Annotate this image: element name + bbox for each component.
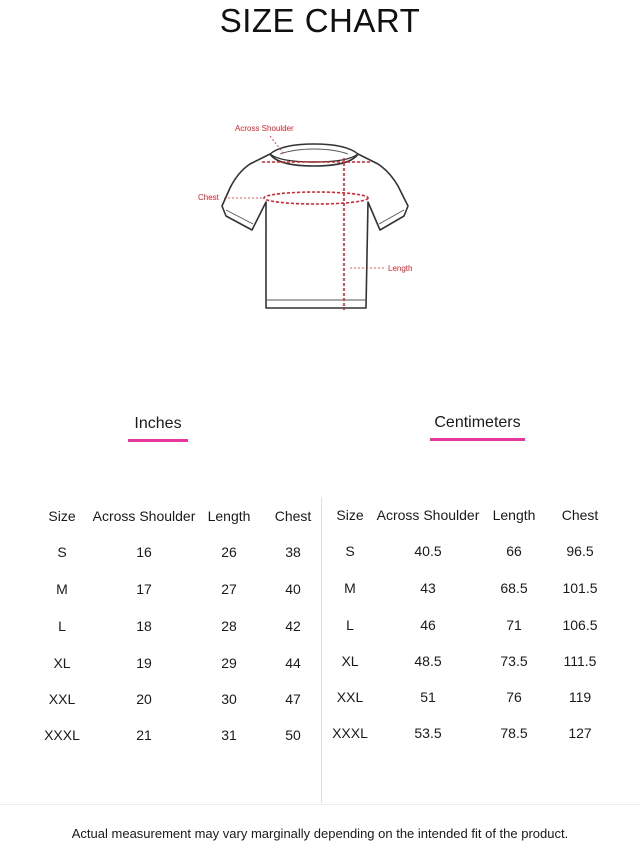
tab-inches-label: Inches <box>134 415 182 432</box>
table-value-cell: 78.5 <box>500 725 528 741</box>
table-size-cell: M <box>56 581 68 597</box>
table-value-cell: 96.5 <box>566 543 594 559</box>
table-value-cell: 50 <box>285 727 301 743</box>
table-size-cell: L <box>58 618 66 634</box>
table-value-cell: 31 <box>221 727 237 743</box>
table-value-cell: 106.5 <box>562 617 598 633</box>
table-size-cell: XXL <box>336 689 364 705</box>
table-value-cell: 127 <box>568 725 592 741</box>
table-size-cell: S <box>57 544 67 560</box>
table-value-cell: 46 <box>420 617 436 633</box>
table-value-cell: 44 <box>285 655 301 671</box>
table-size-cell: XXXL <box>44 727 80 743</box>
table-header-cell: Size <box>48 508 76 524</box>
table-value-cell: 66 <box>506 543 522 559</box>
tshirt-measurement-diagram <box>190 118 430 323</box>
table-value-cell: 53.5 <box>414 725 442 741</box>
table-value-cell: 40 <box>285 581 301 597</box>
table-size-cell: XL <box>341 653 359 669</box>
table-value-cell: 19 <box>136 655 152 671</box>
table-value-cell: 71 <box>506 617 522 633</box>
table-value-cell: 38 <box>285 544 301 560</box>
table-header-cell: Length <box>207 508 251 524</box>
table-value-cell: 47 <box>285 691 301 707</box>
table-value-cell: 76 <box>506 689 522 705</box>
tab-centimeters-label: Centimeters <box>434 414 521 431</box>
table-value-cell: 28 <box>221 618 237 634</box>
table-value-cell: 18 <box>136 618 152 634</box>
table-value-cell: 26 <box>221 544 237 560</box>
table-value-cell: 29 <box>221 655 237 671</box>
table-value-cell: 21 <box>136 727 152 743</box>
chest-label: Chest <box>198 193 219 202</box>
table-size-cell: L <box>346 617 354 633</box>
table-value-cell: 40.5 <box>414 543 442 559</box>
table-size-cell: XXL <box>48 691 76 707</box>
fit-disclaimer: Actual measurement may vary marginally depending on the intended fit of the product. <box>71 826 569 841</box>
tshirt-illustration <box>190 118 430 323</box>
table-value-cell: 101.5 <box>562 580 598 596</box>
table-header-cell: Length <box>492 507 536 523</box>
table-value-cell: 51 <box>420 689 436 705</box>
table-value-cell: 111.5 <box>563 653 597 669</box>
table-value-cell: 16 <box>136 544 152 560</box>
table-size-cell: S <box>345 543 355 559</box>
tshirt-outline <box>222 154 408 308</box>
table-value-cell: 20 <box>136 691 152 707</box>
table-value-cell: 119 <box>568 689 592 705</box>
table-header-cell: Across Shoulder <box>376 507 480 523</box>
table-value-cell: 73.5 <box>500 653 528 669</box>
table-value-cell: 30 <box>221 691 237 707</box>
table-size-cell: XXXL <box>332 725 368 741</box>
table-divider <box>321 497 322 803</box>
across-shoulder-label: Across Shoulder <box>235 124 294 133</box>
table-value-cell: 27 <box>221 581 237 597</box>
table-value-cell: 42 <box>285 618 301 634</box>
table-size-cell: M <box>344 580 356 596</box>
tab-inches[interactable] <box>128 415 188 442</box>
table-header-cell: Chest <box>274 508 312 524</box>
page-title: SIZE CHART <box>219 2 421 39</box>
table-size-cell: XL <box>53 655 71 671</box>
table-value-cell: 43 <box>420 580 436 596</box>
tab-inches-underline <box>128 439 188 442</box>
table-header-cell: Across Shoulder <box>92 508 196 524</box>
tab-centimeters-underline <box>430 438 525 441</box>
table-header-cell: Size <box>336 507 364 523</box>
footer-divider <box>0 804 640 805</box>
table-header-cell: Chest <box>561 507 599 523</box>
length-label: Length <box>388 264 413 273</box>
table-value-cell: 17 <box>136 581 152 597</box>
table-value-cell: 68.5 <box>500 580 528 596</box>
tab-centimeters[interactable] <box>430 414 525 441</box>
table-value-cell: 48.5 <box>414 653 442 669</box>
